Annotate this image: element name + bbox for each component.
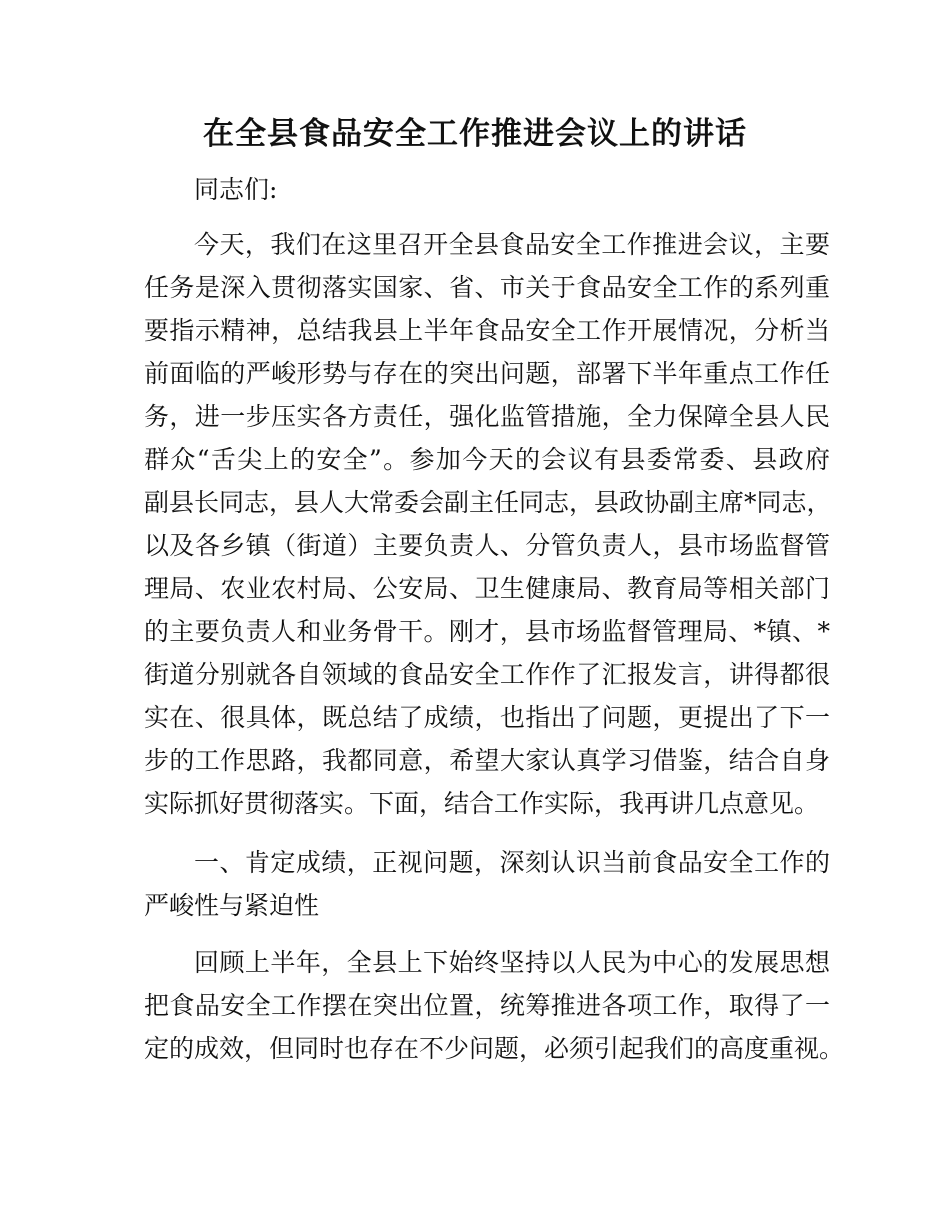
salutation: 同志们: xyxy=(194,175,278,204)
heading-line: 严峻性与紧迫性 xyxy=(144,891,320,920)
paragraph-line: 前面临的严峻形势与存在的突出问题，部署下半年重点工作任 xyxy=(144,359,830,388)
paragraph-line: 定的成效，但同时也存在不少问题，必须引起我们的高度重视。 xyxy=(144,1034,845,1063)
paragraph-line: 实际抓好贯彻落实。下面，结合工作实际，我再讲几点意见。 xyxy=(144,789,820,818)
paragraph-line: 回顾上半年，全县上下始终坚持以人民为中心的发展思想 xyxy=(194,948,830,977)
paragraph-line: 务，进一步压实各方责任，强化监管措施，全力保障全县人民 xyxy=(144,402,830,431)
paragraph-line: 步的工作思路，我都同意，希望大家认真学习借鉴，结合自身 xyxy=(144,746,830,775)
paragraph-line: 今天，我们在这里召开全县食品安全工作推进会议，主要 xyxy=(194,230,830,259)
paragraph-line: 副县长同志，县人大常委会副主任同志，县政协副主席*同志， xyxy=(144,488,832,517)
paragraph-line: 实在、很具体，既总结了成绩，也指出了问题，更提出了下一 xyxy=(144,703,830,732)
heading-line: 一、肯定成绩，正视问题，深刻认识当前食品安全工作的 xyxy=(194,848,830,877)
paragraph-line: 的主要负责人和业务骨干。刚才，县市场监督管理局、*镇、* xyxy=(144,617,830,646)
paragraph-line: 群众“舌尖上的安全”。参加今天的会议有县委常委、县政府 xyxy=(144,445,830,474)
paragraph-line: 理局、农业农村局、公安局、卫生健康局、教育局等相关部门 xyxy=(144,574,830,603)
paragraph-line: 要指示精神，总结我县上半年食品安全工作开展情况，分析当 xyxy=(144,316,830,345)
paragraph-line: 街道分别就各自领域的食品安全工作作了汇报发言，讲得都很 xyxy=(144,660,830,689)
paragraph-line: 以及各乡镇（街道）主要负责人、分管负责人，县市场监督管 xyxy=(144,531,830,560)
paragraph-line: 任务是深入贯彻落实国家、省、市关于食品安全工作的系列重 xyxy=(144,273,830,302)
document-title: 在全县食品安全工作推进会议上的讲话 xyxy=(203,116,747,152)
paragraph-line: 把食品安全工作摆在突出位置，统筹推进各项工作，取得了一 xyxy=(144,991,830,1020)
